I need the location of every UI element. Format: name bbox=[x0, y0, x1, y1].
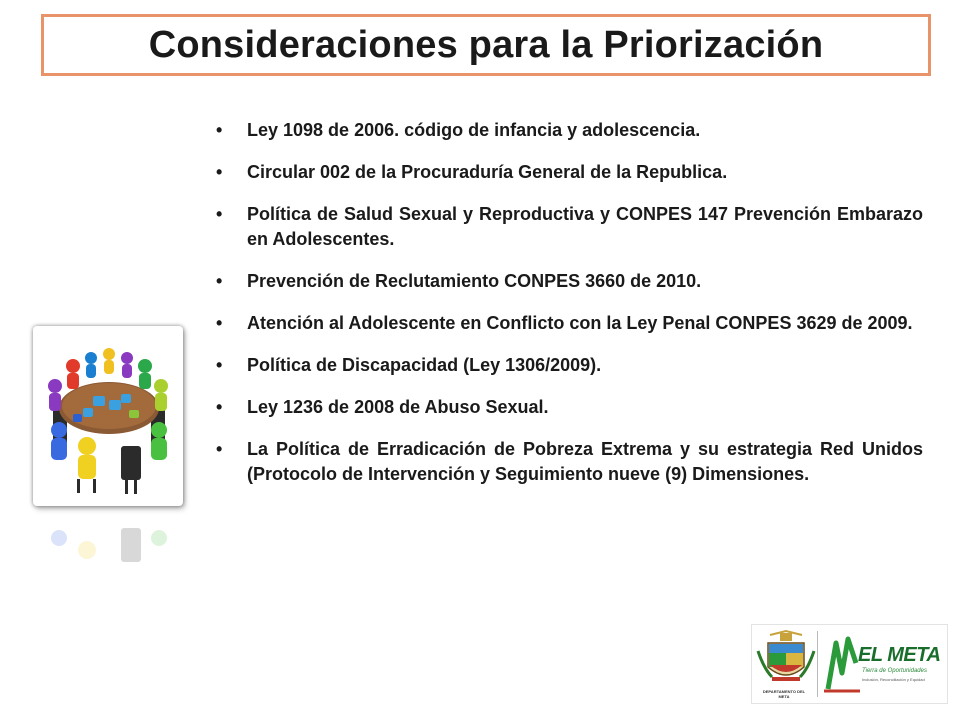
bullet-item: • Política de Discapacidad (Ley 1306/2009). bbox=[216, 353, 923, 378]
meeting-illustration-reflection bbox=[33, 508, 183, 568]
brand-subtagline: Inclusión, Reconciliación y Equidad bbox=[862, 677, 925, 682]
bullet-item: • Circular 002 de la Procuraduría General de la Republica. bbox=[216, 160, 923, 185]
department-crest-icon bbox=[756, 629, 816, 691]
bullet-item: • Política de Salud Sexual y Reproductiva y CONPES 147 Prevención Embarazo en Adolescentes. bbox=[216, 202, 923, 252]
logo-divider bbox=[817, 631, 818, 697]
reflection-icon bbox=[33, 508, 183, 568]
title-box bbox=[41, 14, 931, 76]
brand-name: EL META bbox=[858, 644, 941, 666]
bullet-item: • Atención al Adolescente en Conflicto con la Ley Penal CONPES 3629 de 2009. bbox=[216, 311, 923, 336]
meeting-table-icon bbox=[33, 326, 183, 506]
bullet-list bbox=[216, 118, 923, 504]
meeting-illustration bbox=[33, 326, 183, 506]
meta-swoosh-icon bbox=[822, 633, 862, 693]
slide-title: Consideraciones para la Priorización bbox=[148, 23, 824, 66]
bullet-item: • La Política de Erradicación de Pobreza Extrema y su estrategia Red Unidos (Protocolo de Intervención y Seguimiento nueve (9) Dimensiones. bbox=[216, 437, 923, 487]
bullet-item: • Ley 1236 de 2008 de Abuso Sexual. bbox=[216, 395, 923, 420]
department-label: DEPARTAMENTO DEL META bbox=[762, 689, 806, 699]
brand-tagline: Tierra de Oportunidades bbox=[862, 668, 927, 674]
bullet-item: • Ley 1098 de 2006. código de infancia y adolescencia. bbox=[216, 118, 923, 143]
bullet-item: • Prevención de Reclutamiento CONPES 3660 de 2010. bbox=[216, 269, 923, 294]
logos-footer bbox=[751, 624, 948, 704]
